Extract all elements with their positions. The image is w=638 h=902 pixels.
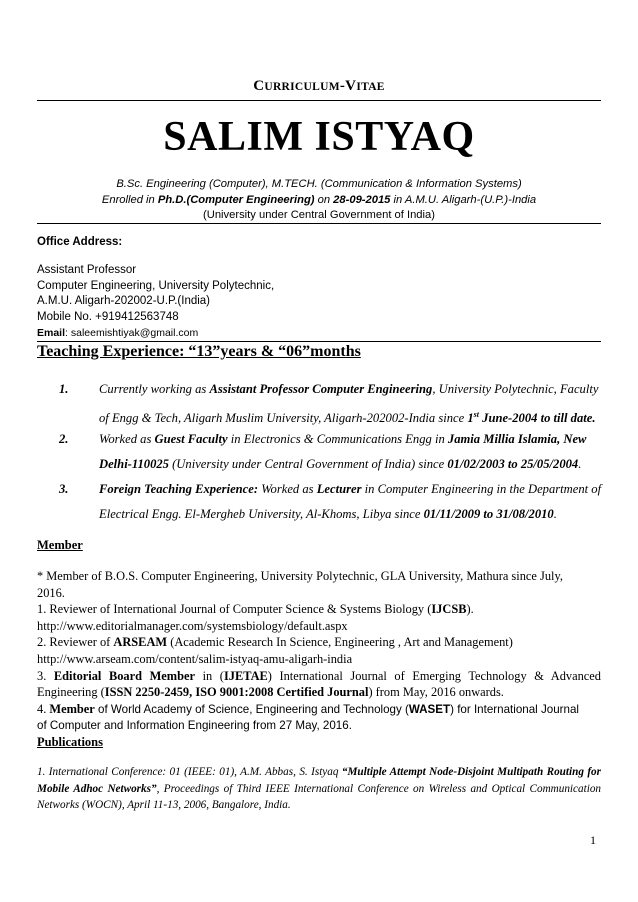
member-text: 2. Reviewer of	[37, 635, 114, 650]
item-date-suffix: st	[473, 410, 480, 419]
experience-item	[37, 477, 601, 529]
item-number: 2.	[59, 432, 69, 446]
item-line	[99, 377, 638, 402]
member-line: of Computer and Information Engineering from 27 May, 2016.	[37, 719, 352, 733]
item-text: , University Polytechnic, Faculty	[432, 382, 599, 396]
member-text: of World Academy of Science, Engineering and Technology (	[94, 702, 409, 716]
enrollment-program: Ph.D.(Computer Engineering)	[157, 194, 315, 206]
item-text: Currently working as	[99, 382, 210, 396]
cv-heading-part: V	[345, 78, 357, 94]
publication-text: , Proceedings of Third IEEE International Conference on Wireless and Optical	[156, 782, 526, 795]
item-line	[99, 452, 638, 477]
email-label: Email	[37, 327, 66, 339]
email-value[interactable]: : saleemishtiyak@gmail.com	[65, 327, 199, 339]
experience-item	[37, 427, 601, 479]
member-acronym: IJCSB	[431, 602, 467, 617]
enrollment-line	[0, 194, 638, 206]
office-line: Mobile No. +919412563748	[37, 311, 179, 323]
item-text: Worked as	[258, 482, 317, 496]
member-line	[37, 668, 601, 685]
item-role: Assistant Professor Computer Engineering	[209, 382, 433, 396]
member-text: 3.	[37, 668, 54, 683]
member-text: ) for International Journal	[450, 702, 579, 716]
member-url[interactable]: http://www.arseam.com/content/salim-istyaq-amu-aligarh-india	[37, 651, 353, 666]
item-text: (University under Central Government of India) since	[168, 457, 448, 471]
publication-title: “Multiple Attempt Node-Disjoint Multipath	[341, 766, 544, 778]
member-text: 4.	[37, 701, 50, 716]
degree-line: B.Sc. Engineering (Computer), M.TECH. (Communication & Information Systems)	[116, 178, 522, 190]
item-role: Lecturer	[316, 482, 362, 496]
member-line	[37, 701, 601, 719]
cv-heading-part: URRICULUM	[264, 81, 340, 93]
member-role: Member	[49, 701, 95, 716]
page-number: 1	[590, 833, 596, 847]
member-line	[37, 684, 601, 701]
member-block	[37, 568, 601, 735]
member-heading: Member	[37, 538, 83, 552]
item-text: in Computer Engineering in the Department of	[361, 482, 602, 496]
item-text: .	[578, 457, 582, 471]
candidate-name: SALIM ISTYAQ	[163, 114, 475, 160]
divider	[37, 100, 601, 101]
university-note: (University under Central Government of India)	[203, 209, 435, 221]
email-line	[37, 327, 198, 339]
item-text: of Engg & Tech, Aligarh Muslim University, Aligarh-202002-India since	[99, 411, 468, 426]
publication-title: Routing for Mobile Adhoc Networks”	[37, 766, 602, 795]
member-text: in (	[195, 668, 224, 683]
item-date: June-2004 to till date.	[479, 411, 596, 426]
experience-item	[37, 377, 601, 429]
item-text: .	[553, 507, 557, 521]
divider	[37, 341, 601, 342]
item-institution: Jamia Millia Islamia, New	[447, 432, 587, 446]
publications-heading: Publications	[37, 735, 103, 749]
item-date: 01/11/2009 to 31/08/2010	[423, 507, 554, 521]
member-text: ) International Journal of Emerging Technology & Advanced	[267, 668, 601, 683]
member-text: 1. Reviewer of International Journal of Computer Science & Systems Biology (	[37, 602, 432, 617]
cv-heading-part: -	[339, 78, 346, 94]
enrollment-date: 28-09-2015	[333, 194, 391, 206]
member-text: ) from May, 2016 onwards.	[368, 685, 504, 700]
item-line	[99, 502, 638, 527]
member-line	[37, 601, 601, 618]
divider	[37, 223, 601, 224]
item-number: 1.	[59, 382, 69, 396]
office-line: Computer Engineering, University Polytechnic,	[37, 280, 275, 292]
enrollment-text: on	[314, 194, 334, 206]
office-line: A.M.U. Aligarh-202002-U.P.(India)	[37, 295, 211, 307]
item-line	[99, 427, 638, 452]
member-line	[37, 634, 601, 651]
member-text: Engineering (	[37, 685, 105, 700]
member-line: 2016.	[37, 585, 65, 600]
office-address-label: Office Address:	[37, 236, 123, 248]
item-date: 1	[467, 411, 474, 426]
member-acronym: ARSEAM	[113, 635, 168, 650]
item-text: Electrical Engg. El-Mergheb University, Al-Khoms, Libya since	[99, 507, 424, 521]
cv-heading-part: C	[253, 78, 265, 94]
member-acronym: WASET	[408, 702, 451, 716]
publication-text: 1. International Conference: 01 (IEEE: 01), A.M. Abbas, S. Istyaq	[37, 766, 342, 778]
cv-heading	[0, 78, 638, 95]
item-date: 01/02/2003 to 25/05/2004	[447, 457, 579, 471]
item-line	[99, 477, 638, 502]
member-text: ).	[466, 602, 474, 617]
cv-heading-part: ITAE	[356, 81, 385, 93]
member-line: * Member of B.O.S. Computer Engineering, University Polytechnic, GLA University, Mathura since July,	[37, 569, 563, 583]
publication-item	[37, 764, 601, 814]
item-text: Worked as	[99, 432, 155, 446]
member-text: (Academic Research In Science, Engineering , Art and Management)	[167, 635, 513, 650]
item-institution: Delhi-110025	[99, 457, 169, 471]
publication-text: Communication Networks (WOCN), April 11-13, 2006, Bangalore, India.	[37, 782, 602, 812]
enrollment-text: Enrolled in	[101, 194, 158, 206]
item-role: Foreign Teaching Experience:	[99, 482, 259, 496]
office-line: Assistant Professor	[37, 264, 137, 276]
member-acronym: IJETAE	[223, 668, 268, 683]
item-text: in Electronics & Communications Engg in	[227, 432, 448, 446]
enrollment-text: in A.M.U. Aligarh-(U.P.)-India	[390, 194, 537, 206]
member-role: Editorial Board Member	[53, 668, 195, 683]
member-certification: ISSN 2250-2459, ISO 9001:2008 Certified Journal	[104, 685, 369, 700]
member-url[interactable]: http://www.editorialmanager.com/systemsbiology/default.aspx	[37, 618, 348, 633]
item-number: 3.	[59, 482, 69, 496]
teaching-experience-heading: Teaching Experience: “13”years & “06”months	[37, 343, 361, 360]
item-role: Guest Faculty	[154, 432, 228, 446]
